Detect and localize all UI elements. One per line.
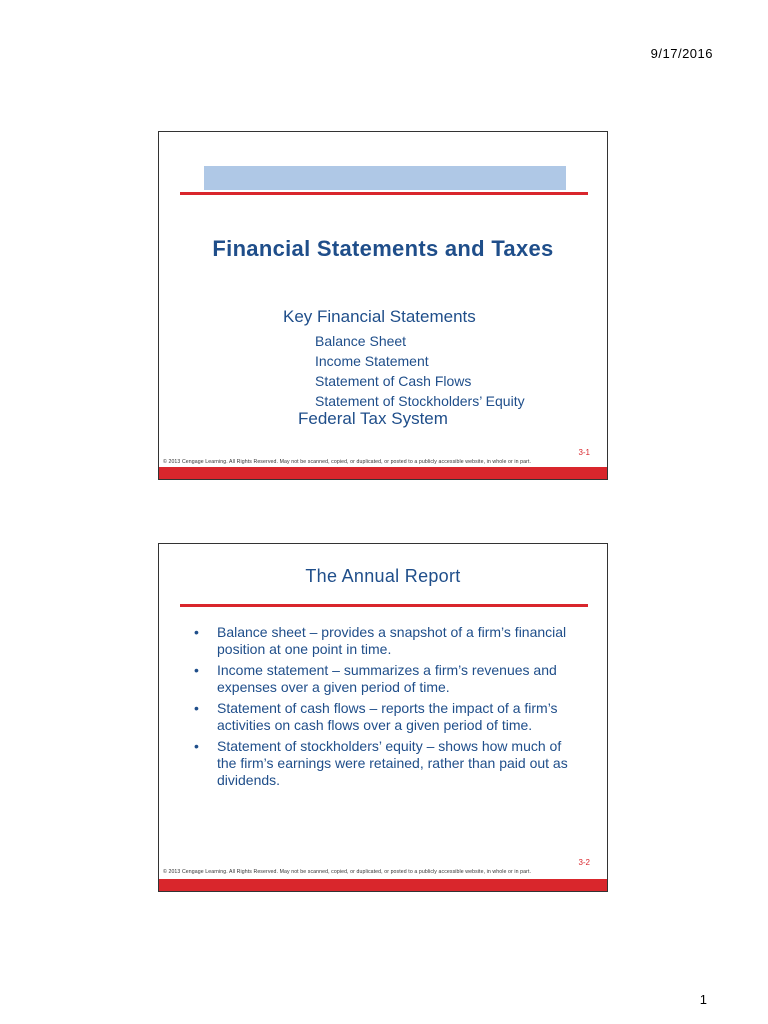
list-item: Statement of Stockholders’ Equity [315,393,525,409]
federal-tax-heading: Federal Tax System [298,409,448,428]
bullet-list [191,624,581,793]
bullet-icon: • [194,624,199,640]
bullet-icon: • [194,700,199,716]
bullet-text: Income statement – summarizes a firm’s revenues and expenses over a given period of time. [217,662,557,695]
page-number: 1 [699,992,707,1007]
footer-bar [159,467,607,479]
bullet-icon: • [194,662,199,678]
slide-2 [158,543,608,892]
slide-title: The Annual Report [305,566,461,586]
copyright-notice: © 2013 Cengage Learning. All Rights Reserved. May not be scanned, copied, or duplicated, or posted to a publicly accessible website, in whole or in part. [163,459,532,465]
list-item: Income Statement [315,353,429,369]
list-item: Balance Sheet [315,333,407,349]
footer-bar [159,879,607,891]
slide-title: Financial Statements and Taxes [212,236,554,261]
key-statements-heading: Key Financial Statements [283,307,476,326]
title-divider [180,604,588,607]
list-item [191,700,581,734]
bullet-icon: • [194,738,199,754]
list-item: Statement of Cash Flows [315,373,472,389]
bullet-text: Balance sheet – provides a snapshot of a firm’s financial position at one point in time. [217,624,567,657]
key-statements-list [315,331,525,411]
slide-number: 3-2 [578,858,590,867]
title-placeholder-box [204,166,566,190]
title-divider [180,192,588,195]
bullet-text: Statement of cash flows – reports the impact of a firm’s activities on cash flows over a given period of time. [217,700,558,733]
bullet-text: Statement of stockholders’ equity – shows how much of the firm’s earnings were retained, rather than paid out as dividends. [217,738,568,788]
copyright-notice: © 2013 Cengage Learning. All Rights Reserved. May not be scanned, copied, or duplicated, or posted to a publicly accessible website, in whole or in part. [163,869,532,875]
slide-1 [158,131,608,480]
list-item [191,738,581,789]
list-item [191,624,581,658]
page-date: 9/17/2016 [650,46,713,61]
list-item [191,662,581,696]
slide-number: 3-1 [578,448,590,457]
